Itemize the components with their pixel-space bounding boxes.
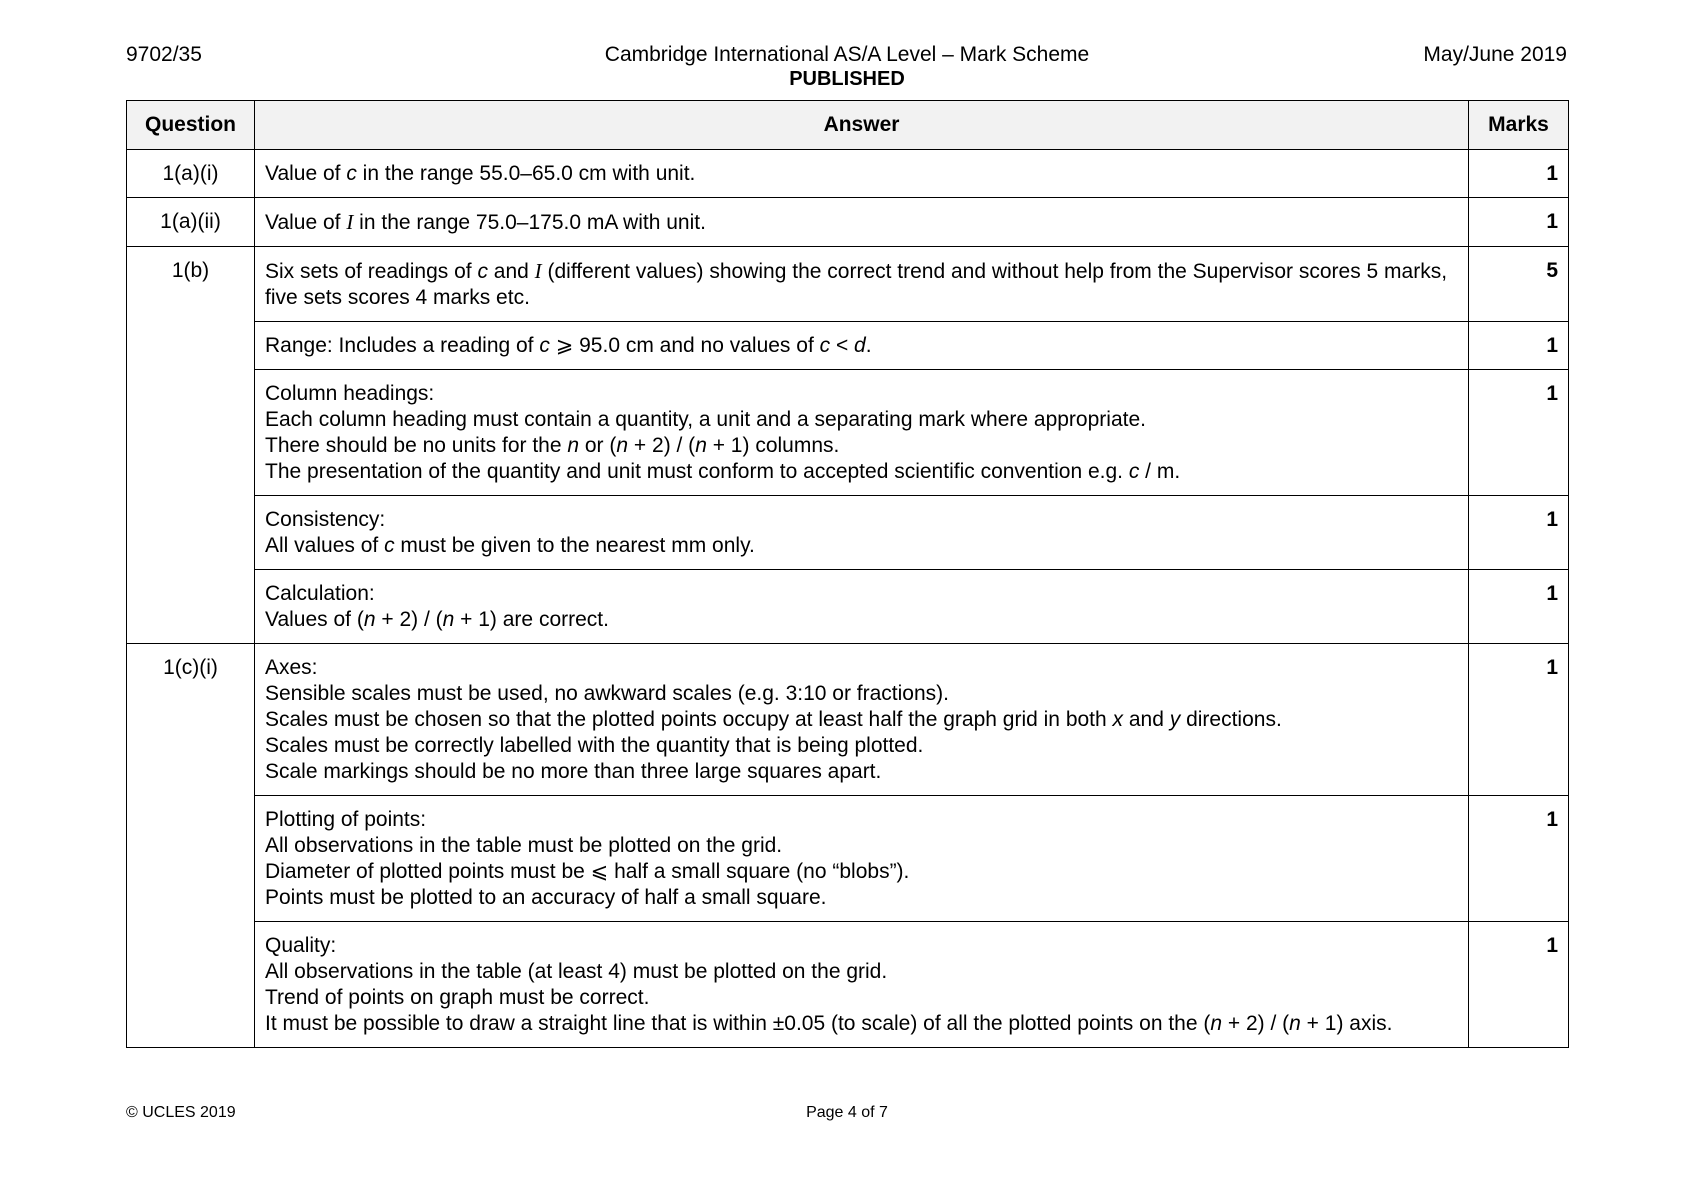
question-column-header: Question [127, 101, 255, 150]
answer-cell [255, 496, 1469, 570]
answer-cell [255, 370, 1469, 496]
answer-cell [255, 198, 1469, 247]
answer-cell [255, 247, 1469, 322]
table-row [127, 644, 1569, 796]
answer-line: It must be possible to draw a straight line that is within ±0.05 (to scale) of all the plotted points on the (n + 2) / (n + 1) axis. [265, 1012, 1393, 1035]
table-row [127, 150, 1569, 198]
answer-line: Trend of points on graph must be correct. [265, 986, 650, 1009]
table-row [127, 796, 1569, 922]
answer-line: Values of (n + 2) / (n + 1) are correct. [265, 608, 609, 631]
table-header-row [127, 101, 1569, 150]
answer-line: Value of c in the range 55.0–65.0 cm with unit. [265, 162, 696, 185]
document-title: Cambridge International AS/A Level – Mark Scheme [604, 43, 1090, 66]
answer-cell [255, 570, 1469, 644]
answer-line: Scale markings should be no more than three large squares apart. [265, 760, 882, 783]
answer-cell [255, 644, 1469, 796]
answer-cell [255, 150, 1469, 198]
question-cell: 1(a)(ii) [127, 198, 255, 247]
answer-line: Points must be plotted to an accuracy of half a small square. [265, 886, 827, 909]
marks-cell: 1 [1469, 796, 1569, 922]
answer-line: Six sets of readings of c and I (different values) showing the correct trend and without help from the Supervisor scores 5 marks, five sets scores 4 marks etc. [265, 259, 1448, 309]
answer-line: Axes: [265, 656, 318, 679]
answer-line: Each column heading must contain a quantity, a unit and a separating mark where appropriate. [265, 408, 1146, 431]
answer-line: All values of c must be given to the nearest mm only. [265, 534, 755, 557]
table-row [127, 496, 1569, 570]
copyright-notice: © UCLES 2019 [126, 1104, 236, 1121]
page-number: Page 4 of 7 [806, 1104, 888, 1121]
marks-cell: 1 [1469, 922, 1569, 1048]
marks-cell: 1 [1469, 496, 1569, 570]
answer-line: Plotting of points: [265, 808, 427, 831]
table-row [127, 922, 1569, 1048]
marks-column-header: Marks [1469, 101, 1569, 150]
marks-cell: 1 [1469, 370, 1569, 496]
answer-line: Column headings: [265, 382, 435, 405]
answer-line: Consistency: [265, 508, 386, 531]
table-row [127, 198, 1569, 247]
answer-cell [255, 322, 1469, 370]
mark-scheme-table [126, 100, 1569, 1048]
question-cell: 1(c)(i) [127, 644, 255, 1048]
answer-line: All observations in the table (at least 4) must be plotted on the grid. [265, 960, 888, 983]
marks-cell: 5 [1469, 247, 1569, 322]
question-cell: 1(b) [127, 247, 255, 644]
table-row [127, 322, 1569, 370]
question-cell: 1(a)(i) [127, 150, 255, 198]
marks-cell: 1 [1469, 644, 1569, 796]
document-code: 9702/35 [126, 43, 202, 66]
answer-line: Sensible scales must be used, no awkward scales (e.g. 3:10 or fractions). [265, 682, 949, 705]
published-label: PUBLISHED [789, 68, 905, 90]
answer-line: Diameter of plotted points must be ⩽ half a small square (no “blobs”). [265, 860, 910, 883]
answer-line: The presentation of the quantity and unit must conform to accepted scientific convention e.g. c / m. [265, 460, 1181, 483]
answer-column-header: Answer [255, 101, 1469, 150]
marks-cell: 1 [1469, 322, 1569, 370]
exam-session: May/June 2019 [1423, 43, 1567, 66]
answer-line: Value of I in the range 75.0–175.0 mA with unit. [265, 210, 706, 234]
table-row [127, 370, 1569, 496]
marks-cell: 1 [1469, 150, 1569, 198]
answer-line: There should be no units for the n or (n + 2) / (n + 1) columns. [265, 434, 840, 457]
table-row [127, 570, 1569, 644]
answer-line: Scales must be chosen so that the plotted points occupy at least half the graph grid in both x and y directions. [265, 708, 1282, 731]
answer-line: Calculation: [265, 582, 375, 605]
answer-cell [255, 796, 1469, 922]
answer-line: All observations in the table must be plotted on the grid. [265, 834, 783, 857]
answer-line: Range: Includes a reading of c ⩾ 95.0 cm and no values of c < d. [265, 334, 872, 357]
marks-cell: 1 [1469, 570, 1569, 644]
marks-cell: 1 [1469, 198, 1569, 247]
answer-cell [255, 922, 1469, 1048]
answer-line: Quality: [265, 934, 337, 957]
answer-line: Scales must be correctly labelled with the quantity that is being plotted. [265, 734, 924, 757]
table-row [127, 247, 1569, 322]
